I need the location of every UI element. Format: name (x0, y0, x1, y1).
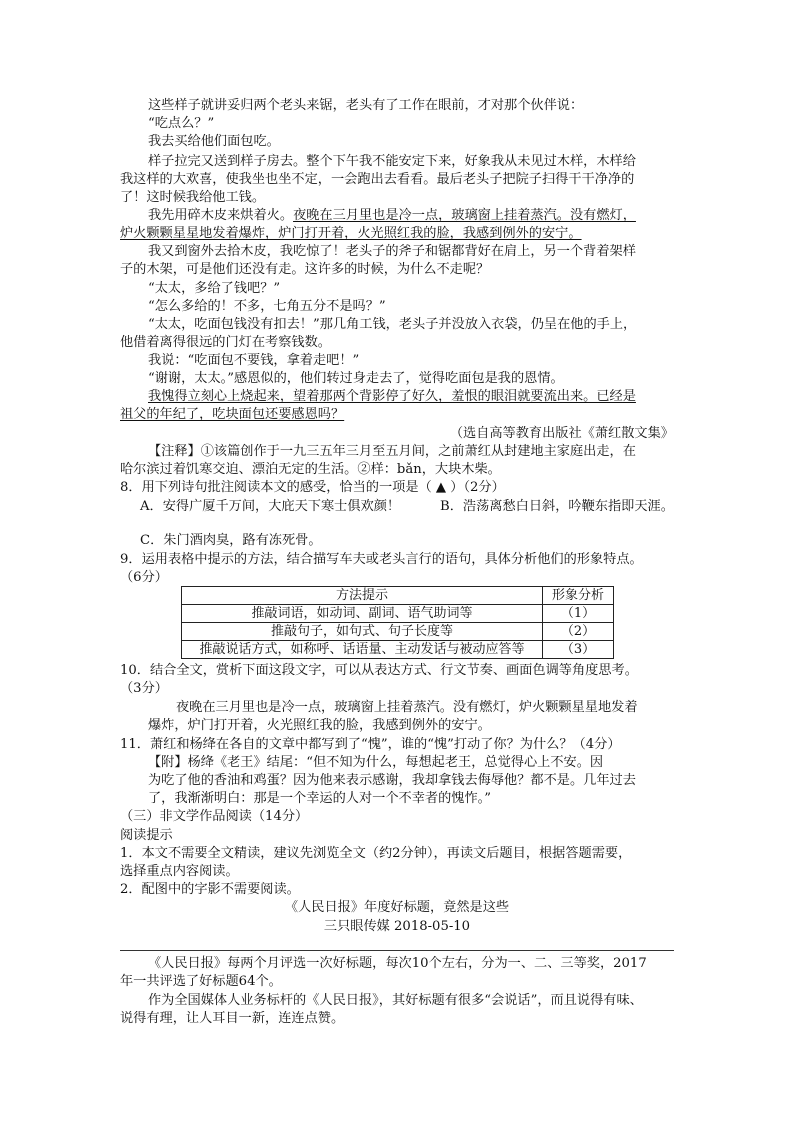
story-paragraph: 我又到窗外去拾木皮，我吃惊了！老头子的斧子和锯都背好在肩上，另一个背着架样 (148, 244, 636, 259)
table-cell: （3） (543, 641, 614, 659)
story-dialogue: “吃点么？” (148, 116, 215, 131)
table-row (182, 605, 614, 623)
question-8: 8．用下列诗句批注阅读本文的感受，恰当的一项是（ ▲ ）（2分） (120, 480, 505, 495)
tip-item: 选择重点内容阅读。 (120, 864, 239, 879)
story-paragraph: 样子拉完又送到样子房去。整个下午我不能安定下来，好象我从未见过木样，木样给 (148, 154, 636, 169)
question-9-score: （6分） (120, 570, 168, 585)
table-cell: 推敲说话方式，如称呼、话语量、主动发话与被动应答等 (182, 641, 543, 659)
story-paragraph: 这些样子就讲妥归两个老头来锯，老头有了工作在眼前，才对那个伙伴说： (148, 98, 584, 113)
question-11: 11．萧红和杨绛在各自的文章中都写到了“愧”，谁的“愧”打动了你？为什么？（4分） (120, 737, 621, 752)
underlined-passage: 我愧得立刻心上烧起来，望着那两个背影停了好久，羞恨的眼泪就要流出来。已经是 (148, 389, 636, 404)
table-cell: （1） (543, 605, 614, 623)
tip-item: 1．本文不需要全文精读，建议先浏览全文（约2分钟），再读文后题目，根据答题需要， (120, 846, 632, 861)
story-plain-text: 我先用碎木皮来烘着火。 (148, 208, 294, 223)
story-paragraph: 我去买给他们面包吃。 (148, 134, 280, 149)
question-10-score: （3分） (120, 681, 168, 696)
section-heading: （三）非文学作品阅读（14分） (120, 809, 309, 824)
table-row (182, 641, 614, 659)
attached-excerpt: 为吃了他的香油和鸡蛋？因为他来表示感谢，我却拿钱去侮辱他？都不是。几年过去 (148, 773, 636, 788)
tip-item: 2．配图中的字影不需要阅读。 (120, 882, 300, 897)
question-10: 10．结合全文，赏析下面这段文字，可以从表达方式、行文节奏、画面色调等角度思考。 (120, 663, 638, 678)
story-paragraph: 我这样的大欢喜，使我坐也坐不定，一会跑出去看看。最后老头子把院子扫得干干净净的 (120, 172, 635, 187)
article-paragraph: 说得有理，让人耳目一新，连连点赞。 (120, 1011, 345, 1026)
method-table (181, 586, 614, 659)
question-9: 9．运用表格中提示的方法，结合描写车夫或老头言行的语句，具体分析他们的形象特点。 (120, 552, 643, 567)
tips-title: 阅读提示 (120, 828, 173, 843)
story-paragraph (148, 207, 636, 225)
table-cell: （2） (543, 623, 614, 641)
story-dialogue: “太太，多给了钱吧？” (148, 281, 281, 296)
article-paragraph: 年一共评选了好标题64个。 (120, 974, 282, 989)
underlined-passage: 炉火颗颗星星地发着爆炸，炉门打开着，火光照红我的脸，我感到例外的安宁。 (120, 226, 582, 241)
annotation: 【注释】①该篇创作于一九三五年三月至五月间，之前萧红从封建地主家庭出走，在 (148, 444, 636, 459)
table-cell: 推敲词语，如动词、副词、语气助词等 (182, 605, 543, 623)
table-header-cell: 方法提示 (182, 587, 543, 605)
annotation: 哈尔滨过着饥寒交迫、漂泊无定的生活。②样：bǎn，大块木柴。 (120, 462, 501, 477)
underlined-passage: 夜晚在三月里也是冷一点，玻璃窗上挂着蒸汽。没有燃灯， (293, 208, 636, 223)
underlined-passage: 祖父的年纪了，吃块面包还要感恩吗？ (120, 407, 345, 422)
attached-excerpt: 【附】杨绛《老王》结尾：“但不知为什么，每想起老王，总觉得心上不安。因 (148, 755, 604, 770)
article-title: 《人民日报》年度好标题，竟然是这些 (284, 900, 510, 915)
option-c: C．朱门酒肉臭，路有冻死骨。 (140, 533, 322, 548)
article-meta: 三只眼传媒 2018-05-10 (323, 919, 471, 934)
attached-excerpt: 了，我渐渐明白：那是一个幸运的人对一个不幸者的愧怍。” (148, 791, 492, 806)
table-cell: 推敲句子，如句式、句子长度等 (182, 623, 543, 641)
table-row (182, 623, 614, 641)
story-dialogue: “怎么多给的！不多，七角五分不是吗？” (148, 299, 386, 314)
source-citation: （选自高等教育出版社《萧红散文集》 (449, 426, 674, 441)
story-paragraph: 了！这时候我给他工钱。 (120, 190, 266, 205)
option-a: A．安得广厦千万间，大庇天下寒士俱欢颜！ (140, 499, 401, 514)
story-dialogue: 我说：“吃面包不要钱，拿着走吧！” (148, 353, 360, 368)
quoted-passage: 爆炸，炉门打开着，火光照红我的脸，我感到例外的安宁。 (148, 718, 491, 733)
option-b: B．浩荡离愁白日斜，吟鞭东指即天涯。 (440, 499, 674, 514)
story-dialogue: “谢谢，太太。”感恩似的，他们转过身走去了，觉得吃面包是我的恩情。 (148, 371, 564, 386)
table-header-row (182, 587, 614, 605)
divider (120, 950, 674, 951)
story-paragraph: 他借着离得很远的门灯在考察钱数。 (120, 335, 331, 350)
table-header-cell: 形象分析 (543, 587, 614, 605)
quoted-passage: 夜晚在三月里也是冷一点，玻璃窗上挂着蒸汽。没有燃灯，炉火颗颗星星地发着 (176, 700, 638, 715)
story-dialogue: “太太，吃面包钱没有扣去！”那几角工钱，老头子并没放入衣袋，仍呈在他的手上， (148, 317, 637, 332)
article-paragraph: 作为全国媒体人业务标杆的《人民日报》，其好标题有很多“会说话”，而且说得有味、 (148, 993, 643, 1008)
article-paragraph: 《人民日报》每两个月评选一次好标题，每次10个左右，分为一、二、三等奖，2017 (148, 956, 647, 971)
story-paragraph: 子的木架，可是他们还没有走。这许多的时候，为什么不走呢？ (120, 262, 490, 277)
